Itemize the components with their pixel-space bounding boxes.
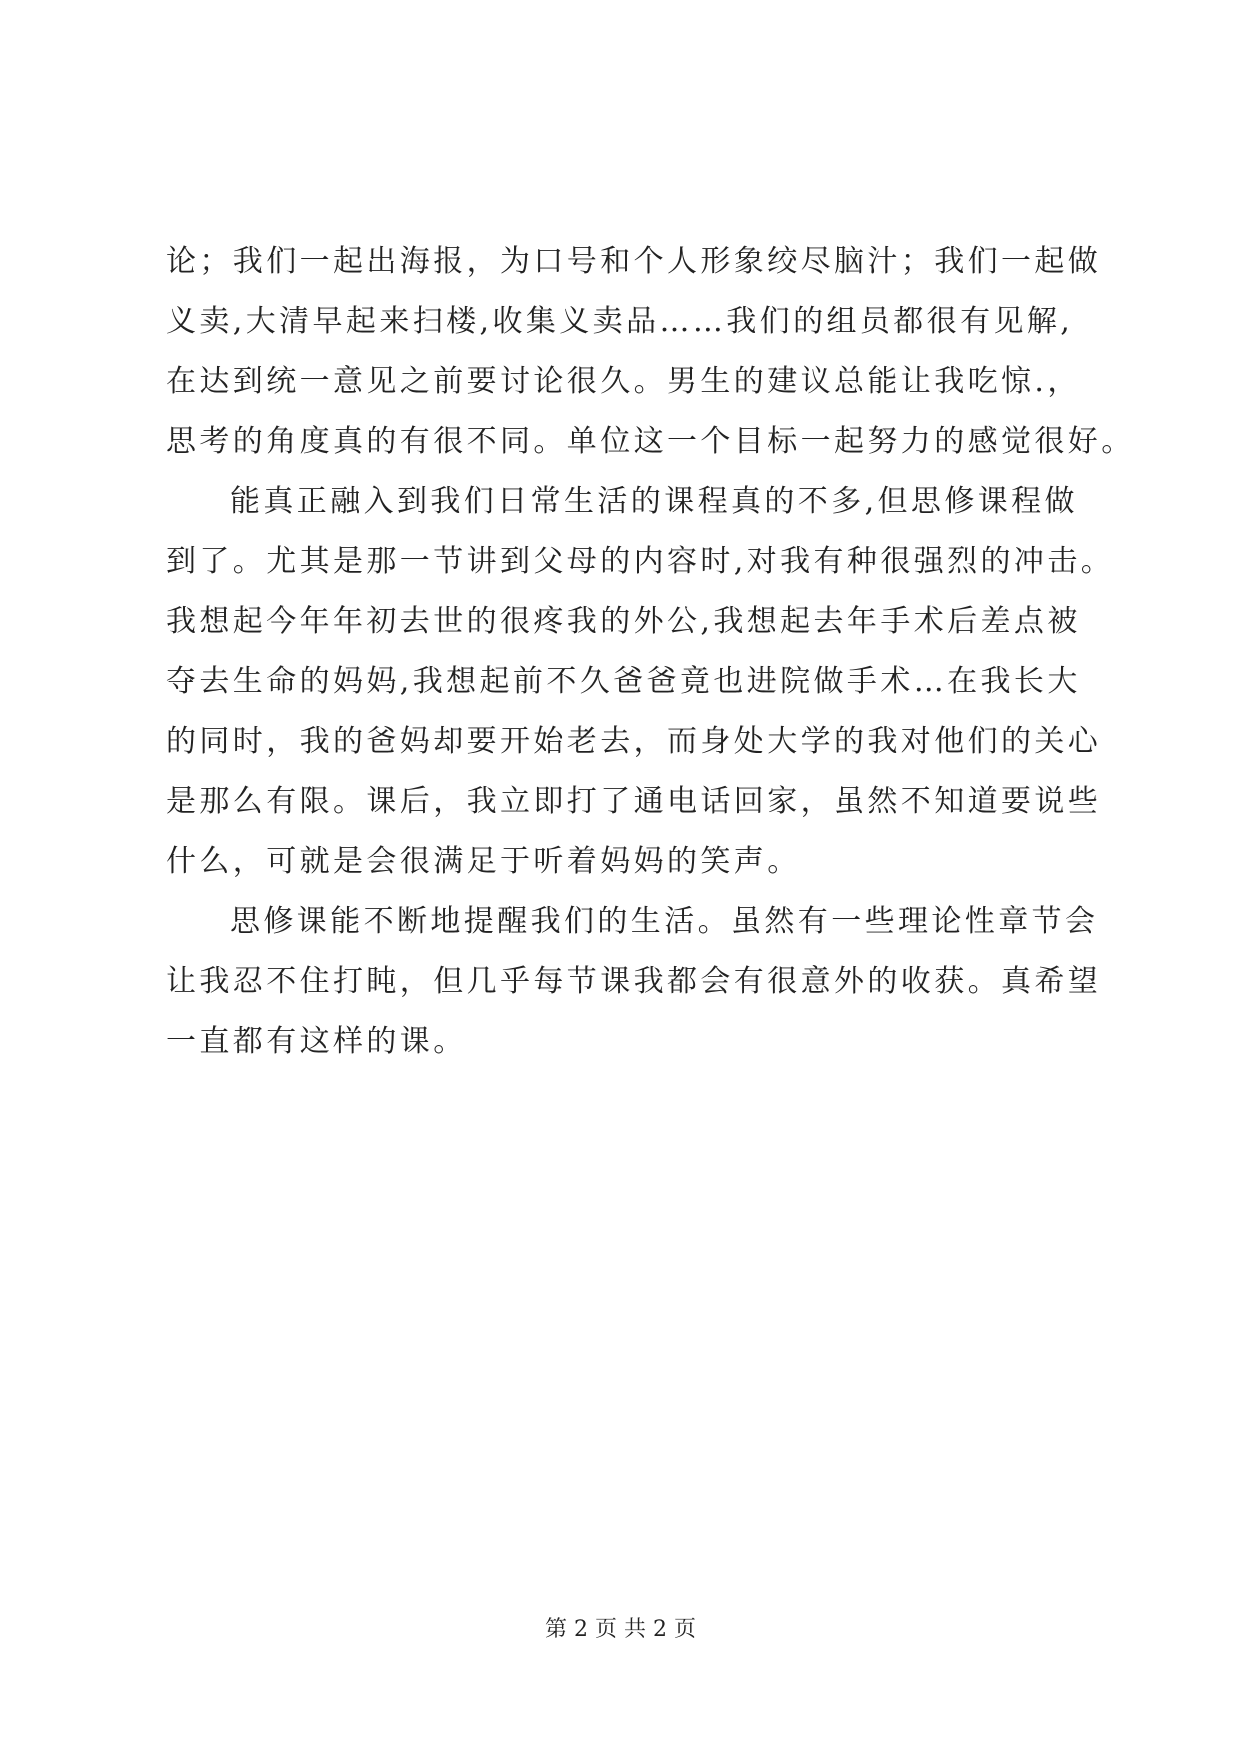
paragraph-3-line-2: 让我忍不住打盹，但几乎每节课我都会有很意外的收获。真希望: [166, 964, 1102, 999]
paragraph-2-line-6: 是那么有限。课后，我立即打了通电话回家，虽然不知道要说些: [166, 784, 1102, 819]
paragraph-1-line-2: 义卖,大清早起来扫楼,收集义卖品……我们的组员都很有见解,: [166, 304, 1074, 339]
paragraph-2-line-4: 夺去生命的妈妈,我想起前不久爸爸竟也进院做手术…在我长大: [166, 664, 1081, 699]
paragraph-2-line-2: 到了。尤其是那一节讲到父母的内容时,对我有种很强烈的冲击。: [166, 544, 1115, 579]
paragraph-2-line-5: 的同时，我的爸妈却要开始老去，而身处大学的我对他们的关心: [166, 724, 1102, 759]
paragraph-2-line-1: 能真正融入到我们日常生活的课程真的不多,但思修课程做: [230, 484, 1078, 519]
paragraph-1-line-1: 论；我们一起出海报，为口号和个人形象绞尽脑汁；我们一起做: [166, 244, 1102, 279]
paragraph-2-line-3: 我想起今年年初去世的很疼我的外公,我想起去年手术后差点被: [166, 604, 1081, 639]
body-text: [166, 232, 1135, 1072]
paragraph-2-line-7: 什么，可就是会很满足于听着妈妈的笑声。: [166, 844, 801, 879]
paragraph-1-line-4: 思考的角度真的有很不同。单位这一个目标一起努力的感觉很好。: [166, 424, 1135, 459]
paragraph-3-line-1: 思修课能不断地提醒我们的生活。虽然有一些理论性章节会: [230, 904, 1099, 939]
paragraph-1-line-3: 在达到统一意见之前要讨论很久。男生的建议总能让我吃惊.，: [166, 364, 1081, 399]
page-number-footer: 第 2 页 共 2 页: [545, 1617, 696, 1642]
paragraph-3-line-3: 一直都有这样的课。: [166, 1024, 467, 1059]
